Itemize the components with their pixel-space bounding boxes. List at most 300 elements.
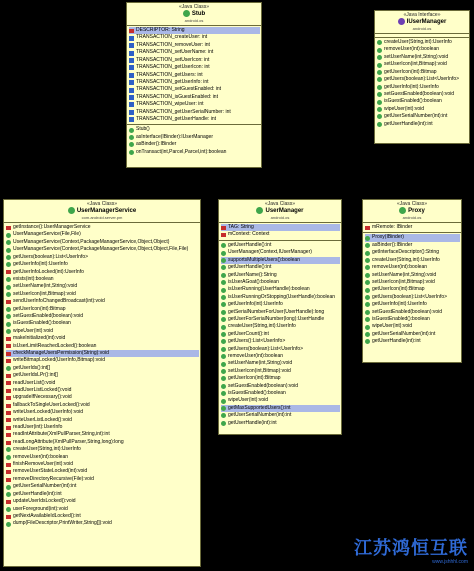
member-row[interactable] <box>365 279 460 286</box>
member-row[interactable] <box>221 231 340 238</box>
member-row[interactable] <box>377 39 468 46</box>
member-row[interactable] <box>6 365 199 372</box>
member-row[interactable] <box>365 338 460 345</box>
member-label: dump(FileDescriptor,PrintWriter,String[]):void <box>13 520 112 527</box>
class-header <box>127 3 261 26</box>
member-label: removeUser(int):boolean <box>13 453 69 460</box>
member-row[interactable] <box>365 257 460 264</box>
public-member-icon <box>365 317 370 322</box>
member-label: getUserInfo(int):UserInfo <box>228 301 283 308</box>
member-row[interactable] <box>6 394 199 401</box>
public-member-icon <box>221 376 226 381</box>
member-label: setGuestEnabled(boolean):void <box>384 90 455 97</box>
public-member-icon <box>377 63 382 68</box>
class-header <box>375 11 469 34</box>
member-row[interactable] <box>365 234 460 241</box>
member-label: getUserIcon(int):Bitmap <box>372 286 425 293</box>
public-member-icon <box>365 273 370 278</box>
member-row[interactable] <box>6 320 199 327</box>
member-row[interactable] <box>129 116 260 123</box>
member-label: removeUserStateLocked(int):void <box>13 468 88 475</box>
member-label: TRANSACTION_setUserIcon: int <box>136 56 210 63</box>
member-row[interactable] <box>377 121 468 128</box>
member-row[interactable] <box>129 72 260 79</box>
member-label: setUserIcon(int,Bitmap):void <box>372 278 435 285</box>
member-label: setUserName(int,String):void <box>13 283 78 290</box>
member-label: TRANSACTION_getUserIcon: int <box>136 64 210 71</box>
public-member-icon <box>365 310 370 315</box>
member-row[interactable] <box>6 476 199 483</box>
member-row[interactable] <box>6 513 199 520</box>
private-member-icon <box>221 233 226 237</box>
member-label: TAG: String <box>228 224 254 231</box>
private-member-icon <box>6 352 11 356</box>
member-label: finishRemoveUser(int):void <box>13 461 74 468</box>
public-member-icon <box>377 77 382 82</box>
class-proxy[interactable] <box>362 199 462 363</box>
member-row[interactable] <box>365 331 460 338</box>
member-row[interactable] <box>221 375 340 382</box>
member-row[interactable] <box>6 269 199 276</box>
member-row[interactable] <box>6 291 199 298</box>
member-row[interactable] <box>365 224 460 231</box>
member-row[interactable] <box>221 383 340 390</box>
field-icon <box>129 80 134 85</box>
member-row[interactable] <box>6 387 199 394</box>
member-row[interactable] <box>6 306 199 313</box>
public-member-icon <box>377 114 382 119</box>
member-label: mRemote: IBinder <box>372 224 413 231</box>
public-member-icon <box>6 292 11 297</box>
public-member-icon <box>221 302 226 307</box>
public-member-icon <box>365 288 370 293</box>
private-member-icon <box>6 470 11 474</box>
public-member-icon <box>365 325 370 330</box>
methods-section <box>4 223 200 529</box>
member-row[interactable] <box>6 417 199 424</box>
member-row[interactable] <box>221 368 340 375</box>
public-member-icon <box>6 447 11 452</box>
private-member-icon <box>6 337 11 341</box>
private-member-icon <box>6 500 11 504</box>
member-label: removeUser(int):boolean <box>384 46 440 53</box>
member-row[interactable] <box>365 323 460 330</box>
private-member-icon <box>6 441 11 445</box>
public-member-icon <box>129 142 134 147</box>
field-icon <box>129 110 134 115</box>
member-label: TRANSACTION_setGuestEnabled: int <box>136 86 222 93</box>
member-row[interactable] <box>6 298 199 305</box>
private-member-icon <box>6 359 11 363</box>
member-row[interactable] <box>6 254 199 261</box>
member-label: getUserIcon(int):Bitmap <box>384 68 437 75</box>
private-member-icon <box>6 404 11 408</box>
member-row[interactable] <box>221 316 340 323</box>
member-row[interactable] <box>6 239 199 246</box>
package-label: android.os <box>184 18 204 24</box>
member-row[interactable] <box>129 134 260 141</box>
member-row[interactable] <box>221 257 340 264</box>
public-member-icon <box>221 391 226 396</box>
member-row[interactable] <box>221 353 340 360</box>
public-member-icon <box>365 339 370 344</box>
package-label: android.os <box>412 26 432 32</box>
private-member-icon <box>6 344 11 348</box>
private-member-icon <box>6 418 11 422</box>
public-member-icon <box>221 369 226 374</box>
private-member-icon <box>6 426 11 430</box>
member-label: removeUser(int):boolean <box>372 264 428 271</box>
member-row[interactable] <box>6 372 199 379</box>
public-member-icon <box>129 128 134 133</box>
private-member-icon <box>129 29 134 33</box>
member-label: getUserHandle(int):int <box>372 338 421 345</box>
class-usermanager[interactable] <box>218 199 342 435</box>
member-row[interactable] <box>221 338 340 345</box>
member-row[interactable] <box>365 309 460 316</box>
member-label: getUserIcon(int):Bitmap <box>13 305 66 312</box>
member-row[interactable] <box>6 409 199 416</box>
member-row[interactable] <box>6 506 199 513</box>
member-row[interactable] <box>377 69 468 76</box>
member-label: TRANSACTION_createUser: int <box>136 34 208 41</box>
member-row[interactable] <box>221 301 340 308</box>
stereotype-label: «Java Interface» <box>403 12 441 18</box>
class-title: Stub <box>191 11 206 18</box>
member-label: wipeUser(int):void <box>372 323 413 330</box>
public-member-icon <box>365 302 370 307</box>
member-row[interactable] <box>221 412 340 419</box>
member-row[interactable] <box>129 49 260 56</box>
member-row[interactable] <box>6 439 199 446</box>
member-label: wipeUser(int):void <box>384 105 425 112</box>
public-member-icon <box>6 485 11 490</box>
member-row[interactable] <box>221 286 340 293</box>
member-label: getUserSerialNumber(int):int <box>372 330 436 337</box>
member-label: createUser(String,int):UserInfo <box>228 323 296 330</box>
member-row[interactable] <box>377 106 468 113</box>
member-label: getUsers():List<UserInfo> <box>228 338 286 345</box>
private-member-icon <box>6 411 11 415</box>
member-row[interactable] <box>6 402 199 409</box>
member-label: readLongAttribute(XmlPullParser,String,long):long <box>13 438 124 445</box>
member-row[interactable] <box>377 76 468 83</box>
member-label: getUserHandle():int <box>228 241 272 248</box>
member-label: removeDirectoryRecursive(File):void <box>13 475 94 482</box>
member-row[interactable] <box>129 141 260 148</box>
member-row[interactable] <box>6 461 199 468</box>
public-member-icon <box>377 55 382 60</box>
public-member-icon <box>221 295 226 300</box>
member-label: Proxy(IBinder) <box>372 234 404 241</box>
member-label: UserManagerService(File,File) <box>13 231 81 238</box>
member-row[interactable] <box>129 57 260 64</box>
member-label: TRANSACTION_removeUser: int <box>136 41 210 48</box>
public-member-icon <box>377 100 382 105</box>
member-row[interactable] <box>365 286 460 293</box>
member-label: wipeUser(int):void <box>228 397 269 404</box>
member-row[interactable] <box>221 420 340 427</box>
member-row[interactable] <box>129 34 260 41</box>
class-header <box>4 200 200 223</box>
member-label: setUserName(int,String):void <box>384 53 449 60</box>
member-row[interactable] <box>129 27 260 34</box>
member-label: checkManageUsersPermission(String):void <box>13 349 109 356</box>
public-member-icon <box>377 40 382 45</box>
member-label: getUsers(boolean):List<UserInfo> <box>13 253 89 260</box>
field-icon <box>129 102 134 107</box>
class-usermanagerservice[interactable] <box>3 199 201 567</box>
member-label: isGuestEnabled():boolean <box>372 315 430 322</box>
member-row[interactable] <box>6 224 199 231</box>
member-label: getInterfaceDescriptor():String <box>372 249 439 256</box>
class-title: UserManager <box>265 208 304 215</box>
public-member-icon <box>6 233 11 238</box>
field-icon <box>129 117 134 122</box>
member-label: getInstance():UserManagerService <box>13 224 91 231</box>
member-row[interactable] <box>377 98 468 105</box>
methods-section <box>375 38 469 129</box>
member-label: writeUserLocked(UserInfo):void <box>13 409 84 416</box>
member-row[interactable] <box>6 520 199 527</box>
member-label: setUserIcon(int,Bitmap):void <box>13 290 76 297</box>
class-title: Proxy <box>408 208 425 215</box>
class-title: UserManagerService <box>76 208 137 215</box>
public-member-icon <box>6 277 11 282</box>
fields-section <box>363 223 461 233</box>
member-label: wipeUser(int):void <box>13 327 54 334</box>
member-label: getSerialNumberForUser(UserHandle):long <box>228 308 325 315</box>
class-header <box>219 200 341 223</box>
member-row[interactable] <box>377 61 468 68</box>
public-member-icon <box>221 325 226 330</box>
public-member-icon <box>221 339 226 344</box>
member-row[interactable] <box>377 91 468 98</box>
member-label: userForeground(int):void <box>13 505 68 512</box>
member-label: getUserSerialNumber(int):int <box>13 483 77 490</box>
fields-section <box>127 26 261 125</box>
private-member-icon <box>6 270 11 274</box>
member-row[interactable] <box>365 249 460 256</box>
member-row[interactable] <box>365 294 460 301</box>
member-row[interactable] <box>221 249 340 256</box>
interface-iusermanager[interactable] <box>374 10 470 144</box>
member-row[interactable] <box>129 79 260 86</box>
private-member-icon <box>6 396 11 400</box>
class-stub[interactable] <box>126 2 262 168</box>
public-member-icon <box>6 248 11 253</box>
member-row[interactable] <box>6 246 199 253</box>
member-row[interactable] <box>6 335 199 342</box>
member-label: readIntAttribute(XmlPullParser,String,int):int <box>13 431 110 438</box>
field-icon <box>129 51 134 56</box>
public-member-icon <box>221 288 226 293</box>
public-member-icon <box>129 135 134 140</box>
watermark-logo <box>354 539 468 565</box>
public-member-icon <box>221 399 226 404</box>
member-row[interactable] <box>6 498 199 505</box>
member-label: writeUserListLocked():void <box>13 416 72 423</box>
public-member-icon <box>377 92 382 97</box>
member-label: exists(int):boolean <box>13 275 54 282</box>
member-label: readUser(int):UserInfo <box>13 424 63 431</box>
member-row[interactable] <box>129 86 260 93</box>
member-label: getUserForSerialNumber(long):UserHandle <box>228 315 325 322</box>
member-row[interactable] <box>6 431 199 438</box>
member-label: isGuestEnabled():boolean <box>228 390 286 397</box>
public-member-icon <box>221 354 226 359</box>
member-label: getUserIdsLPr():int[] <box>13 372 58 379</box>
stereotype-label: «Java Class» <box>264 201 295 207</box>
member-label: updateUserIdsLocked():void <box>13 498 76 505</box>
member-row[interactable] <box>221 346 340 353</box>
member-label: readUserListLocked():void <box>13 387 72 394</box>
member-label: getUserInfoLocked(int):UserInfo <box>13 268 84 275</box>
package-label: android.os <box>402 215 422 221</box>
member-row[interactable] <box>221 397 340 404</box>
member-label: UserManagerService(Context,PackageManagerService,Object,Object,File,File) <box>13 246 189 253</box>
public-member-icon <box>221 406 226 411</box>
member-label: getNextAvailableIdLocked():int <box>13 512 81 519</box>
public-member-icon <box>221 421 226 426</box>
member-row[interactable] <box>221 242 340 249</box>
public-member-icon <box>221 243 226 248</box>
public-member-icon <box>221 265 226 270</box>
member-row[interactable] <box>365 242 460 249</box>
member-row[interactable] <box>365 316 460 323</box>
member-row[interactable] <box>221 390 340 397</box>
member-row[interactable] <box>6 454 199 461</box>
member-row[interactable] <box>6 380 199 387</box>
member-row[interactable] <box>377 46 468 53</box>
public-member-icon <box>6 262 11 267</box>
member-row[interactable] <box>6 446 199 453</box>
member-row[interactable] <box>6 261 199 268</box>
member-row[interactable] <box>129 149 260 156</box>
member-row[interactable] <box>6 283 199 290</box>
member-row[interactable] <box>365 272 460 279</box>
public-member-icon <box>365 332 370 337</box>
member-label: isUserRunning(UserHandle):boolean <box>228 286 310 293</box>
member-row[interactable] <box>221 405 340 412</box>
public-member-icon <box>377 70 382 75</box>
member-row[interactable] <box>6 350 199 357</box>
member-label: getUserSerialNumber(int):int <box>228 412 292 419</box>
member-row[interactable] <box>221 309 340 316</box>
private-member-icon <box>6 433 11 437</box>
member-row[interactable] <box>129 64 260 71</box>
member-row[interactable] <box>221 294 340 301</box>
member-row[interactable] <box>6 231 199 238</box>
member-row[interactable] <box>221 264 340 271</box>
member-row[interactable] <box>221 360 340 367</box>
member-row[interactable] <box>365 301 460 308</box>
private-member-icon <box>6 463 11 467</box>
member-row[interactable] <box>6 491 199 498</box>
member-row[interactable] <box>221 279 340 286</box>
member-row[interactable] <box>6 468 199 475</box>
member-label: mContext: Context <box>228 231 270 238</box>
public-member-icon <box>221 310 226 315</box>
member-row[interactable] <box>377 84 468 91</box>
member-row[interactable] <box>129 42 260 49</box>
stereotype-label: «Java Class» <box>86 201 117 207</box>
public-member-icon <box>6 322 11 327</box>
class-header <box>363 200 461 223</box>
member-label: setUserIcon(int,Bitmap):void <box>228 367 291 374</box>
member-label: getUserHandle():int <box>228 264 272 271</box>
member-row[interactable] <box>129 101 260 108</box>
member-label: getUserIds():int[] <box>13 364 50 371</box>
member-row[interactable] <box>221 323 340 330</box>
member-row[interactable] <box>6 483 199 490</box>
public-member-icon <box>221 280 226 285</box>
member-row[interactable] <box>221 272 340 279</box>
member-row[interactable] <box>6 276 199 283</box>
member-label: isUserLimitReachedLocked():boolean <box>13 342 97 349</box>
member-row[interactable] <box>6 313 199 320</box>
member-label: setGuestEnabled(boolean):void <box>372 308 443 315</box>
member-label: setUserIcon(int,Bitmap):void <box>384 61 447 68</box>
public-member-icon <box>221 317 226 322</box>
member-label: UserManager(Context,IUserManager) <box>228 249 312 256</box>
class-icon <box>68 207 75 214</box>
field-icon <box>129 88 134 93</box>
member-row[interactable] <box>129 126 260 133</box>
watermark-url: www.jshhhl.com <box>432 559 468 565</box>
member-label: TRANSACTION_getUsers: int <box>136 71 203 78</box>
member-label: TRANSACTION_getUserHandle: int <box>136 115 217 122</box>
private-member-icon <box>6 381 11 385</box>
private-member-icon <box>6 226 11 230</box>
member-label: removeUser(int):boolean <box>228 352 284 359</box>
member-row[interactable] <box>365 264 460 271</box>
member-label: getUsers(boolean):List<UserInfo> <box>372 293 448 300</box>
member-row[interactable] <box>6 424 199 431</box>
public-member-icon <box>6 255 11 260</box>
member-label: isGuestEnabled():boolean <box>384 98 442 105</box>
member-label: getUserName():String <box>228 271 277 278</box>
public-member-icon <box>365 295 370 300</box>
public-member-icon <box>6 314 11 319</box>
public-member-icon <box>6 329 11 334</box>
public-member-icon <box>377 85 382 90</box>
member-row[interactable] <box>6 357 199 364</box>
member-row[interactable] <box>6 328 199 335</box>
member-row[interactable] <box>221 224 340 231</box>
member-label: getUsers(boolean):List<UserInfo> <box>384 76 460 83</box>
member-row[interactable] <box>377 54 468 61</box>
public-member-icon <box>6 307 11 312</box>
member-row[interactable] <box>221 331 340 338</box>
public-member-icon <box>6 492 11 497</box>
interface-icon <box>398 18 405 25</box>
member-label: isUserRunningOrStopping(UserHandle):boolean <box>228 293 336 300</box>
member-label: getUserSerialNumber(int):int <box>384 113 448 120</box>
package-label: android.os <box>270 215 290 221</box>
public-member-icon <box>221 384 226 389</box>
private-member-icon <box>6 515 11 519</box>
member-label: asBinder():IBinder <box>136 141 177 148</box>
member-label: supportsMultipleUsers():boolean <box>228 256 300 263</box>
member-row[interactable] <box>129 109 260 116</box>
member-label: setGuestEnabled(boolean):void <box>13 312 84 319</box>
member-row[interactable] <box>377 113 468 120</box>
member-label: createUser(String,int):UserInfo <box>384 39 452 46</box>
member-row[interactable] <box>6 343 199 350</box>
public-member-icon <box>365 243 370 248</box>
member-row[interactable] <box>129 94 260 101</box>
